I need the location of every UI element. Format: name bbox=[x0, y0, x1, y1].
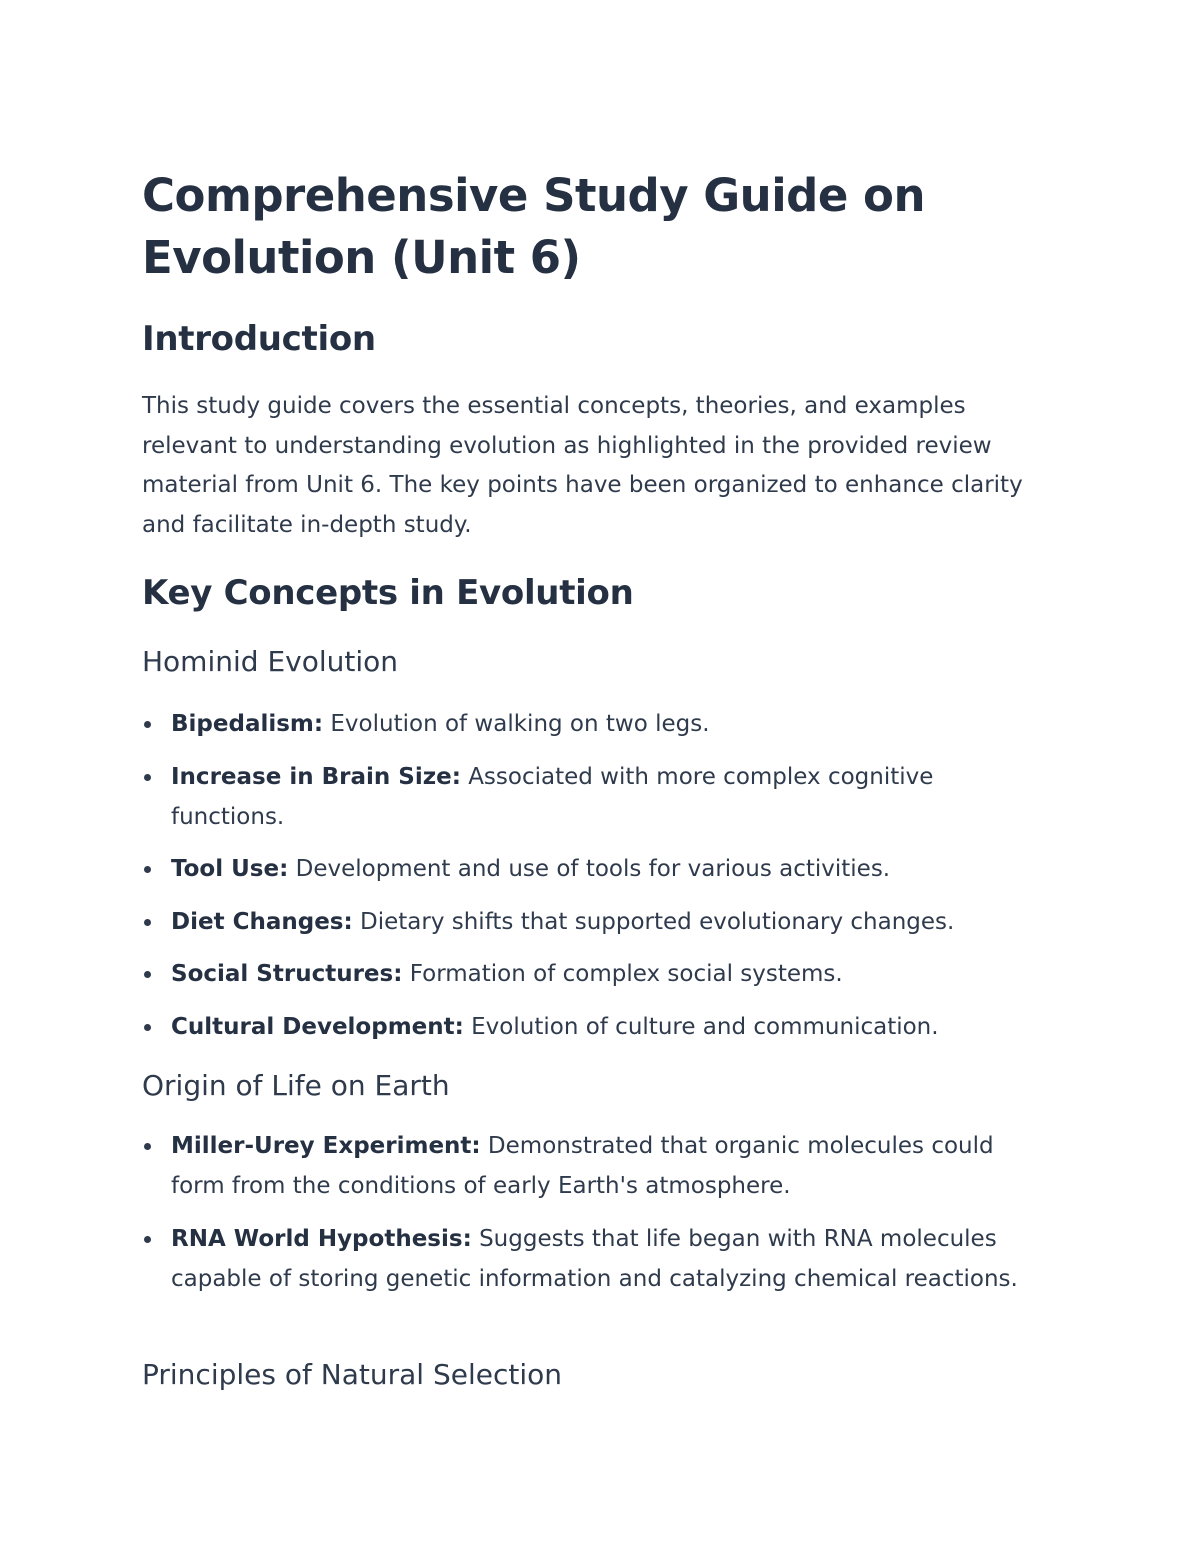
list-item: Increase in Brain Size: Associated with more complex cognitive functions. bbox=[142, 757, 1042, 837]
natural-selection-heading: Principles of Natural Selection bbox=[142, 1358, 562, 1391]
list-item: Cultural Development: Evolution of culture and communication. bbox=[142, 1007, 1042, 1047]
list-item-term: RNA World Hypothesis bbox=[171, 1225, 463, 1252]
list-item-description: Associated with more complex cognitive functions. bbox=[171, 763, 934, 830]
hominid-evolution-heading: Hominid Evolution bbox=[142, 645, 398, 678]
document-title: Comprehensive Study Guide on Evolution (Unit 6) bbox=[142, 169, 925, 284]
list-item-term: Bipedalism bbox=[171, 711, 314, 737]
list-item-description: Demonstrated that organic molecules could form from the conditions of early Earth's atmosphere. bbox=[171, 1133, 994, 1199]
bullet-icon bbox=[144, 866, 151, 873]
bullet-icon bbox=[144, 1236, 151, 1243]
list-item-term: Tool Use bbox=[171, 856, 280, 882]
list-item-term: Cultural Development bbox=[171, 1013, 455, 1040]
list-item: Social Structures: Formation of complex social systems. bbox=[142, 954, 1042, 994]
list-item: Miller-Urey Experiment: Demonstrated that organic molecules could form from the conditions of early Earth's atmosphere. bbox=[142, 1126, 1042, 1206]
bullet-icon bbox=[144, 971, 151, 978]
bullet-icon bbox=[144, 1024, 151, 1031]
bullet-icon bbox=[144, 721, 151, 728]
bullet-icon bbox=[144, 774, 151, 781]
hominid-evolution-list bbox=[142, 704, 1042, 1059]
origin-of-life-list bbox=[142, 1126, 1042, 1311]
key-concepts-heading: Key Concepts in Evolution bbox=[142, 573, 634, 613]
list-item: Tool Use: Development and use of tools for various activities. bbox=[142, 849, 1042, 889]
list-item-term: Increase in Brain Size bbox=[171, 763, 452, 790]
list-item-term: Social Structures bbox=[171, 961, 394, 987]
list-item-term: Miller-Urey Experiment bbox=[171, 1133, 472, 1159]
list-item-description: Formation of complex social systems. bbox=[402, 961, 843, 987]
introduction-paragraph: This study guide covers the essential concepts, theories, and examples relevant to understanding evolution as highlighted in the provided review material from Unit 6. The key points have been organized to enhance clarity and facilitate in-depth study. bbox=[142, 393, 1023, 538]
list-item-description: Suggests that life began with RNA molecules capable of storing genetic information and catalyzing chemical reactions. bbox=[171, 1225, 1018, 1292]
list-item-description: Dietary shifts that supported evolutionary changes. bbox=[352, 908, 955, 935]
list-item-description: Evolution of walking on two legs. bbox=[323, 711, 710, 737]
bullet-icon bbox=[144, 1143, 151, 1150]
list-item: RNA World Hypothesis: Suggests that life began with RNA molecules capable of storing genetic information and catalyzing chemical reactions. bbox=[142, 1219, 1042, 1299]
origin-of-life-heading: Origin of Life on Earth bbox=[142, 1069, 450, 1102]
list-item-description: Development and use of tools for various activities. bbox=[288, 856, 891, 882]
list-item-term: Diet Changes bbox=[171, 908, 344, 935]
bullet-icon bbox=[144, 919, 151, 926]
list-item: Bipedalism: Evolution of walking on two legs. bbox=[142, 704, 1042, 744]
introduction-heading: Introduction bbox=[142, 319, 376, 359]
list-item: Diet Changes: Dietary shifts that supported evolutionary changes. bbox=[142, 902, 1042, 942]
list-item-description: Evolution of culture and communication. bbox=[463, 1013, 939, 1040]
